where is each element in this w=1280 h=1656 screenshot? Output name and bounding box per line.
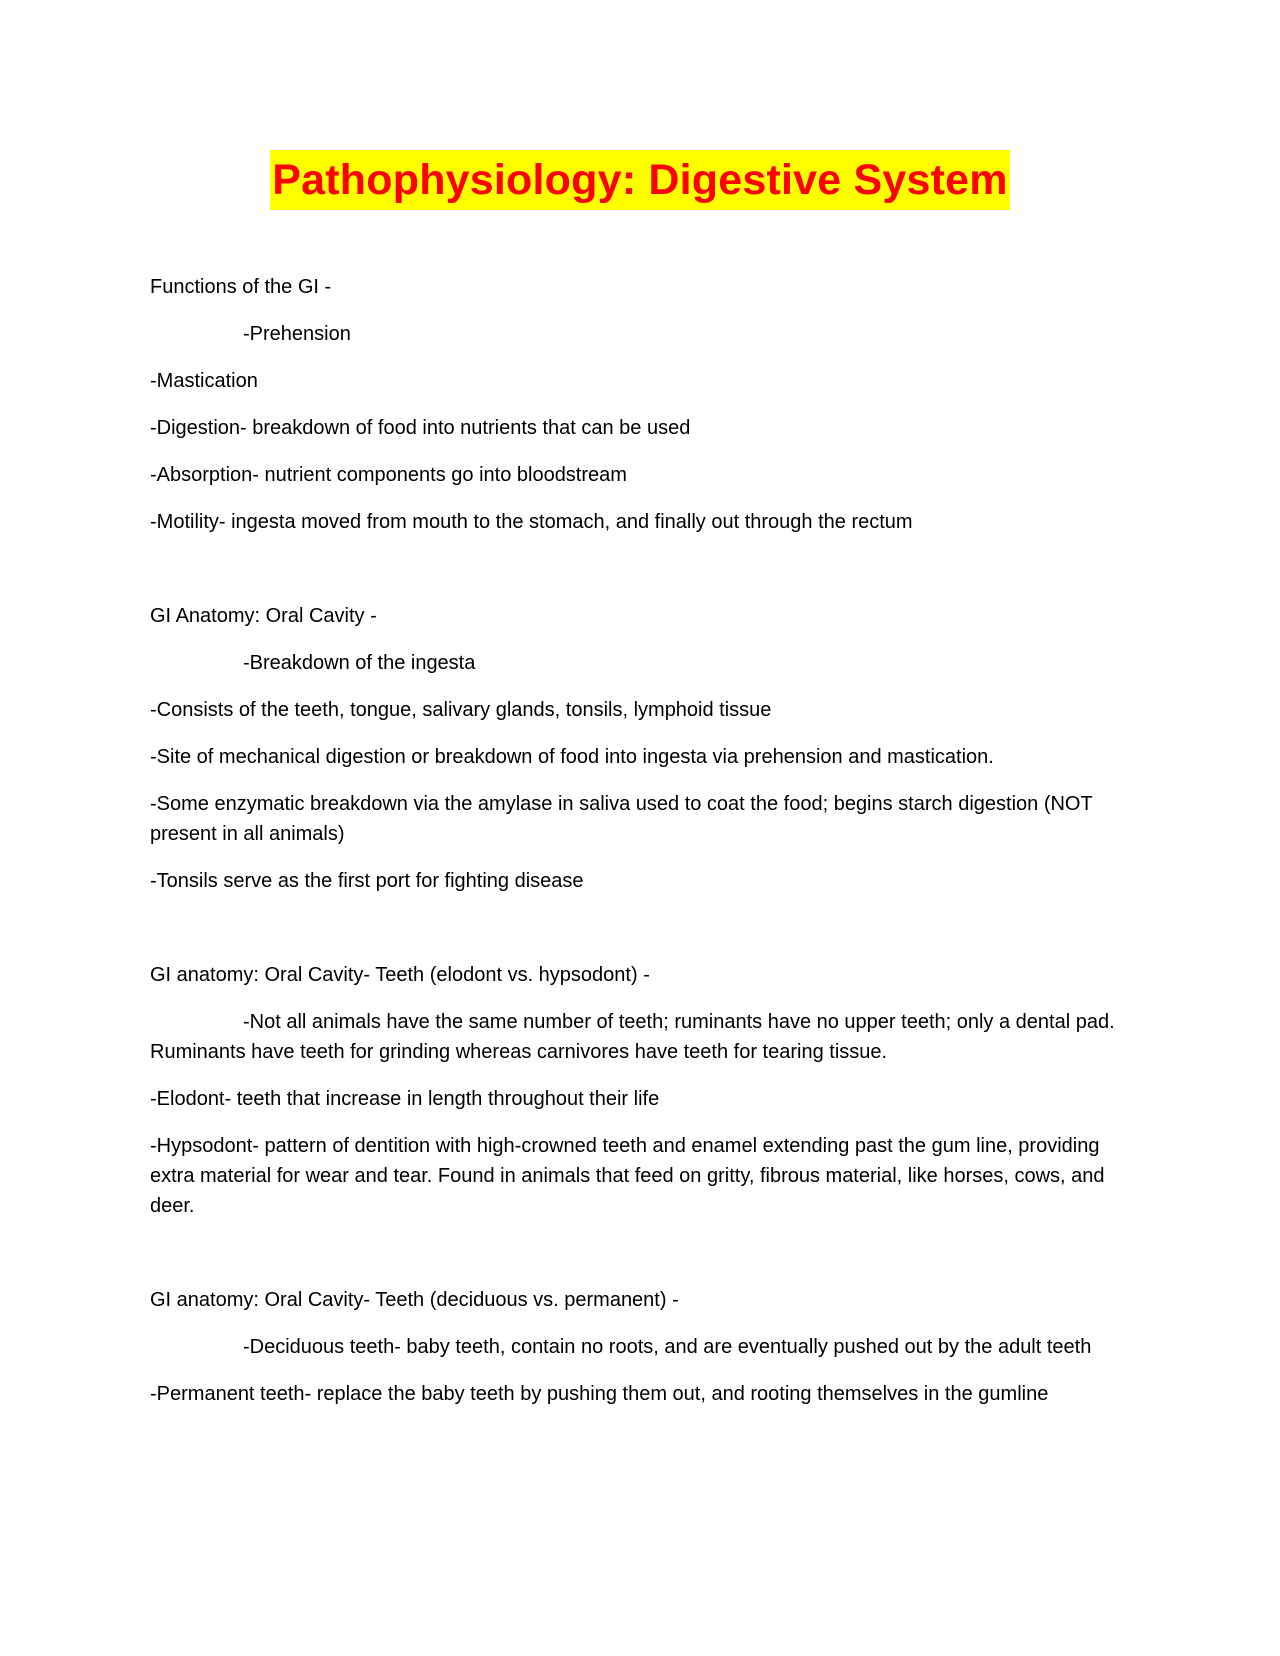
- section-intro: -Deciduous teeth- baby teeth, contain no roots, and are eventually pushed out by the adult teeth: [243, 1336, 1092, 1358]
- list-item: -Mastication: [150, 370, 258, 392]
- list-item: -Motility- ingesta moved from mouth to the stomach, and finally out through the rectum: [150, 511, 913, 533]
- section-heading: Functions of the GI -: [150, 276, 332, 298]
- title-container: [0, 150, 1280, 210]
- section-heading: GI anatomy: Oral Cavity- Teeth (elodont vs. hypsodont) -: [150, 964, 650, 986]
- section-heading: GI Anatomy: Oral Cavity -: [150, 605, 377, 627]
- list-item: -Tonsils serve as the first port for fighting disease: [150, 870, 584, 892]
- list-item: -Absorption- nutrient components go into bloodstream: [150, 464, 627, 486]
- section-intro: -Breakdown of the ingesta: [243, 652, 476, 674]
- section-spacer: [150, 1238, 1130, 1285]
- list-item: -Elodont- teeth that increase in length throughout their life: [150, 1088, 660, 1110]
- list-item: -Digestion- breakdown of food into nutrients that can be used: [150, 417, 691, 439]
- page-title: Pathophysiology: Digestive System: [270, 150, 1009, 210]
- list-item: -Site of mechanical digestion or breakdown of food into ingesta via prehension and mastication.: [150, 746, 994, 768]
- section-heading: GI anatomy: Oral Cavity- Teeth (deciduous vs. permanent) -: [150, 1289, 679, 1311]
- list-item: -Hypsodont- pattern of dentition with high-crowned teeth and enamel extending past the gum line, providing extra material for wear and tear. Found in animals that feed on gritty, fibrous material, like horses, cows, and deer.: [150, 1135, 1105, 1217]
- document-body: [150, 272, 1130, 1426]
- section-intro: -Not all animals have the same number of teeth; ruminants have no upper teeth; only a dental pad. Ruminants have teeth for grinding whereas carnivores have teeth for tearing tissue.: [150, 1011, 1115, 1063]
- section-intro: -Prehension: [243, 323, 351, 345]
- list-item: -Some enzymatic breakdown via the amylase in saliva used to coat the food; begins starch digestion (NOT present in all animals): [150, 793, 1093, 845]
- list-item: -Permanent teeth- replace the baby teeth by pushing them out, and rooting themselves in the gumline: [150, 1383, 1049, 1405]
- section-spacer: [150, 913, 1130, 960]
- section-spacer: [150, 554, 1130, 601]
- list-item: -Consists of the teeth, tongue, salivary glands, tonsils, lymphoid tissue: [150, 699, 772, 721]
